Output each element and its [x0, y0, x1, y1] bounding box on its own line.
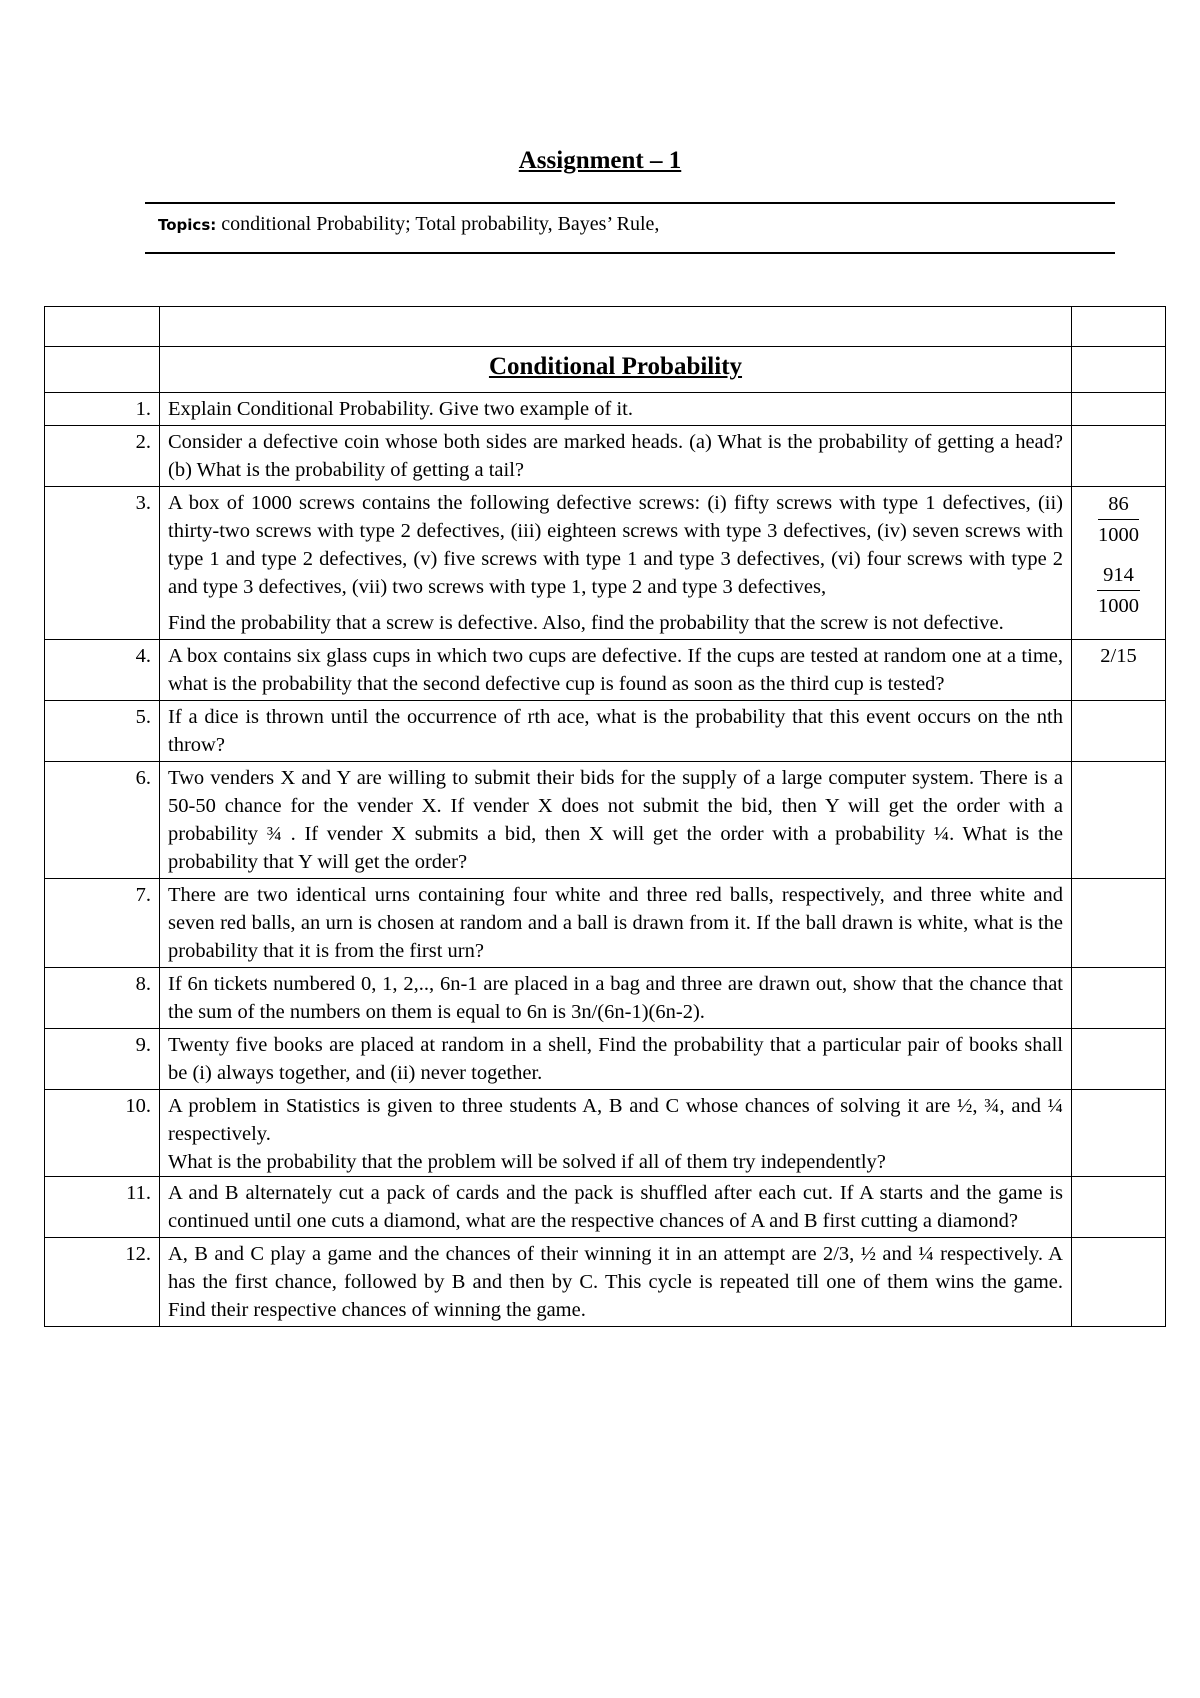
question-text-part2: What is the probability that the problem will be solved if all of them try independently? [168, 1151, 886, 1173]
bottom-rule [145, 252, 1115, 254]
topics-text: conditional Probability; Total probability, Bayes’ Rule, [216, 213, 660, 235]
answer-cell [1072, 1177, 1166, 1238]
answer-cell [1072, 426, 1166, 487]
question-text: A box of 1000 screws contains the following defective screws: (i) fifty screws with type 1 defectives, (ii) thirty-two screws with type 2 defectives, (iii) eighteen screws with type 3 defectives, (iv) seven screws with type 1 and type 2 defectives, (v) five screws with type 1 and type 3 defectives, (vi) four screws with type 2 and type 3 defectives, (vii) two screws with type 1, type 2 and type 3 defectives, [168, 492, 1063, 598]
question-number: 8. [45, 968, 160, 1029]
question-cell [160, 1090, 1072, 1177]
section-header-row [45, 347, 1166, 393]
question-cell [160, 487, 1072, 640]
question-number: 9. [45, 1029, 160, 1090]
empty-cell [1072, 347, 1166, 393]
answer-cell [1072, 393, 1166, 426]
question-number: 2. [45, 426, 160, 487]
table-row [45, 968, 1166, 1029]
top-rule [145, 202, 1115, 204]
fraction-denominator: 1000 [1098, 595, 1139, 617]
table-row [45, 426, 1166, 487]
answer-cell: 2/15 [1072, 640, 1166, 701]
empty-cell [160, 307, 1072, 347]
question-text: There are two identical urns containing four white and three red balls, respectively, and three white and seven red balls, an urn is chosen at random and a ball is drawn from it. If the ball drawn is white, what is the probability that it is from the first urn? [160, 879, 1072, 968]
question-text-part2: Find the probability that a screw is defective. Also, find the probability that the screw is not defective. [168, 612, 1004, 634]
answer-fraction [1076, 560, 1161, 621]
fraction-denominator: 1000 [1098, 524, 1139, 546]
table-row [45, 701, 1166, 762]
section-title: Conditional Probability [160, 347, 1072, 393]
question-text: A box contains six glass cups in which two cups are defective. If the cups are tested at random one at a time, what is the probability that the second defective cup is found as soon as the third cup is tested? [160, 640, 1072, 701]
question-number: 10. [45, 1090, 160, 1177]
questions-table [44, 306, 1166, 1327]
table-row [45, 1177, 1166, 1238]
table-row [45, 1090, 1166, 1177]
table-empty-row [45, 307, 1166, 347]
question-text: Explain Conditional Probability. Give two example of it. [160, 393, 1072, 426]
table-row [45, 487, 1166, 640]
question-number: 5. [45, 701, 160, 762]
question-number: 7. [45, 879, 160, 968]
question-number: 3. [45, 487, 160, 640]
question-text: Two venders X and Y are willing to submit their bids for the supply of a large computer system. There is a 50-50 chance for the vender X. If vender X does not submit the bid, then Y will get the order with a probability ¾ . If vender X submits a bid, then X will get the order with a probability ¼. What is the probability that Y will get the order? [160, 762, 1072, 879]
fraction-numerator: 86 [1098, 489, 1139, 520]
table-row [45, 393, 1166, 426]
answer-cell [1072, 701, 1166, 762]
question-number: 6. [45, 762, 160, 879]
empty-cell [45, 307, 160, 347]
answer-cell [1072, 762, 1166, 879]
answer-cell [1072, 1090, 1166, 1177]
table-row [45, 762, 1166, 879]
empty-cell [1072, 307, 1166, 347]
answer-cell [1072, 879, 1166, 968]
question-text: A, B and C play a game and the chances of their winning it in an attempt are 2/3, ½ and ¼ respectively. A has the first chance, followed by B and then by C. This cycle is repeated till one of them wins the game. Find their respective chances of winning the game. [160, 1238, 1072, 1327]
fraction-numerator: 914 [1097, 560, 1140, 591]
question-text: If 6n tickets numbered 0, 1, 2,.., 6n-1 are placed in a bag and three are drawn out, show that the chance that the sum of the numbers on them is equal to 6n is 3n/(6n-1)(6n-2). [160, 968, 1072, 1029]
question-number: 4. [45, 640, 160, 701]
table-row [45, 1238, 1166, 1327]
answer-cell [1072, 487, 1166, 640]
question-text: A and B alternately cut a pack of cards and the pack is shuffled after each cut. If A starts and the game is continued until one cuts a diamond, what are the respective chances of A and B first cutting a diamond? [160, 1177, 1072, 1238]
topics-line [158, 211, 659, 238]
question-number: 12. [45, 1238, 160, 1327]
question-number: 1. [45, 393, 160, 426]
empty-cell [45, 347, 160, 393]
topics-label: Topics: [158, 216, 217, 234]
table-row [45, 1029, 1166, 1090]
answer-cell [1072, 968, 1166, 1029]
question-text: A problem in Statistics is given to three students A, B and C whose chances of solving it are ½, ¾, and ¼ respectively. [168, 1095, 1063, 1145]
question-text: Consider a defective coin whose both sides are marked heads. (a) What is the probability of getting a head? (b) What is the probability of getting a tail? [160, 426, 1072, 487]
answer-fraction [1098, 489, 1139, 550]
assignment-title: Assignment – 1 [518, 147, 682, 174]
table-row [45, 640, 1166, 701]
answer-cell [1072, 1029, 1166, 1090]
question-text: Twenty five books are placed at random in a shell, Find the probability that a particular pair of books shall be (i) always together, and (ii) never together. [160, 1029, 1072, 1090]
table-row [45, 879, 1166, 968]
question-number: 11. [45, 1177, 160, 1238]
question-text: If a dice is thrown until the occurrence of rth ace, what is the probability that this event occurs on the nth throw? [160, 701, 1072, 762]
answer-cell [1072, 1238, 1166, 1327]
